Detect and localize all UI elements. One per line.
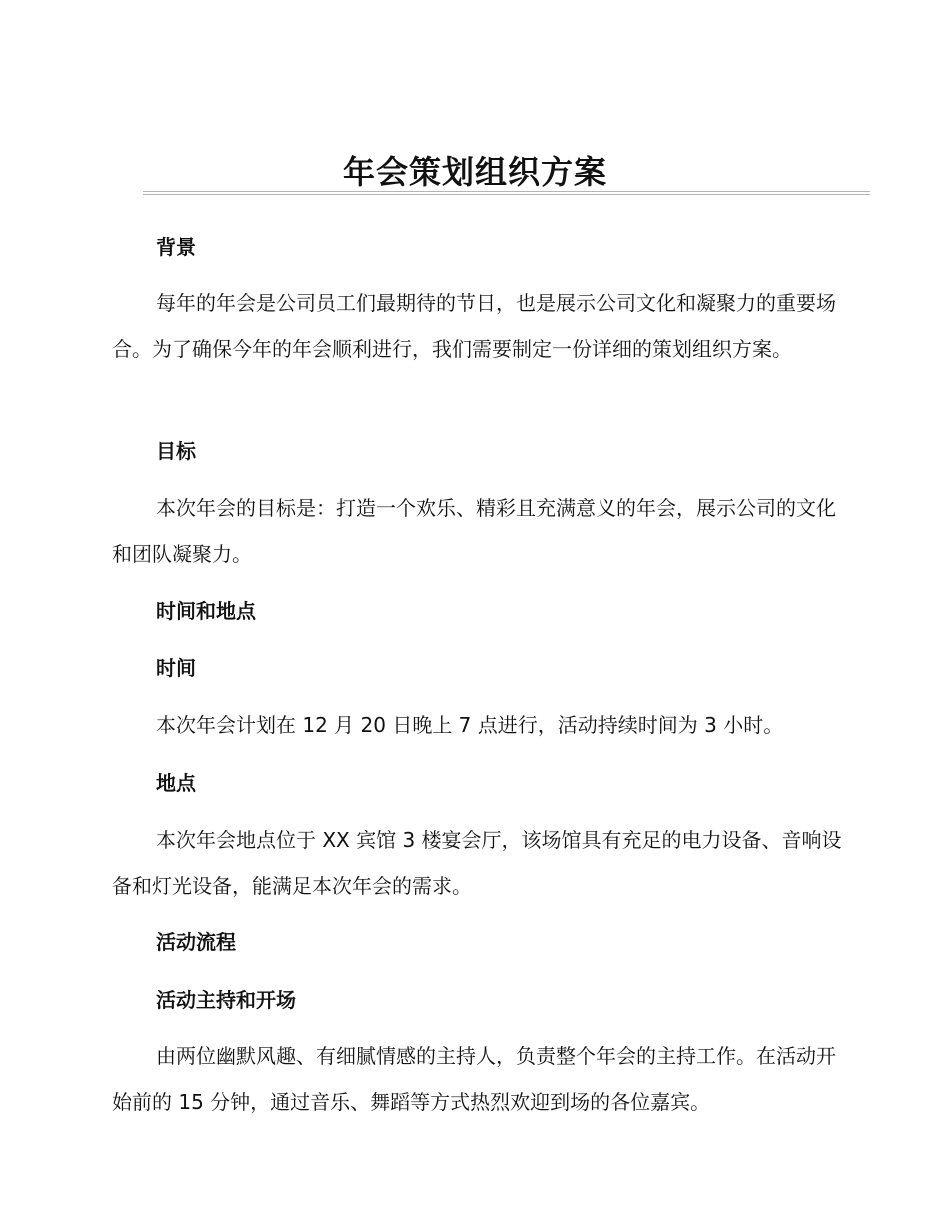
section-heading-background: 背景 [156, 235, 196, 259]
paragraph-place: 本次年会地点位于 XX 宾馆 3 楼宴会厅，该场馆具有充足的电力设备、音响设备和灯光设备，能满足本次年会的需求。 [112, 828, 842, 898]
paragraph-time: 本次年会计划在 12 月 20 日晚上 7 点进行，活动持续时间为 3 小时。 [156, 713, 784, 737]
title-underline-second [143, 194, 870, 195]
section-heading-place: 地点 [156, 771, 196, 795]
section-heading-flow: 活动流程 [156, 930, 236, 954]
document-title: 年会策划组织方案 [342, 153, 607, 191]
paragraph-background: 每年的年会是公司员工们最期待的节日，也是展示公司文化和凝聚力的重要场合。为了确保今年的年会顺利进行，我们需要制定一份详细的策划组织方案。 [112, 291, 836, 361]
section-heading-time: 时间 [156, 656, 196, 680]
title-underline [143, 191, 870, 192]
paragraph-host: 由两位幽默风趣、有细腻情感的主持人，负责整个年会的主持工作。在活动开始前的 15 分钟，通过音乐、舞蹈等方式热烈欢迎到场的各位嘉宾。 [112, 1044, 836, 1114]
section-heading-goal: 目标 [156, 439, 196, 463]
paragraph-goal: 本次年会的目标是：打造一个欢乐、精彩且充满意义的年会，展示公司的文化和团队凝聚力。 [112, 496, 836, 566]
section-heading-host: 活动主持和开场 [156, 988, 296, 1012]
section-heading-time-place: 时间和地点 [156, 599, 256, 623]
